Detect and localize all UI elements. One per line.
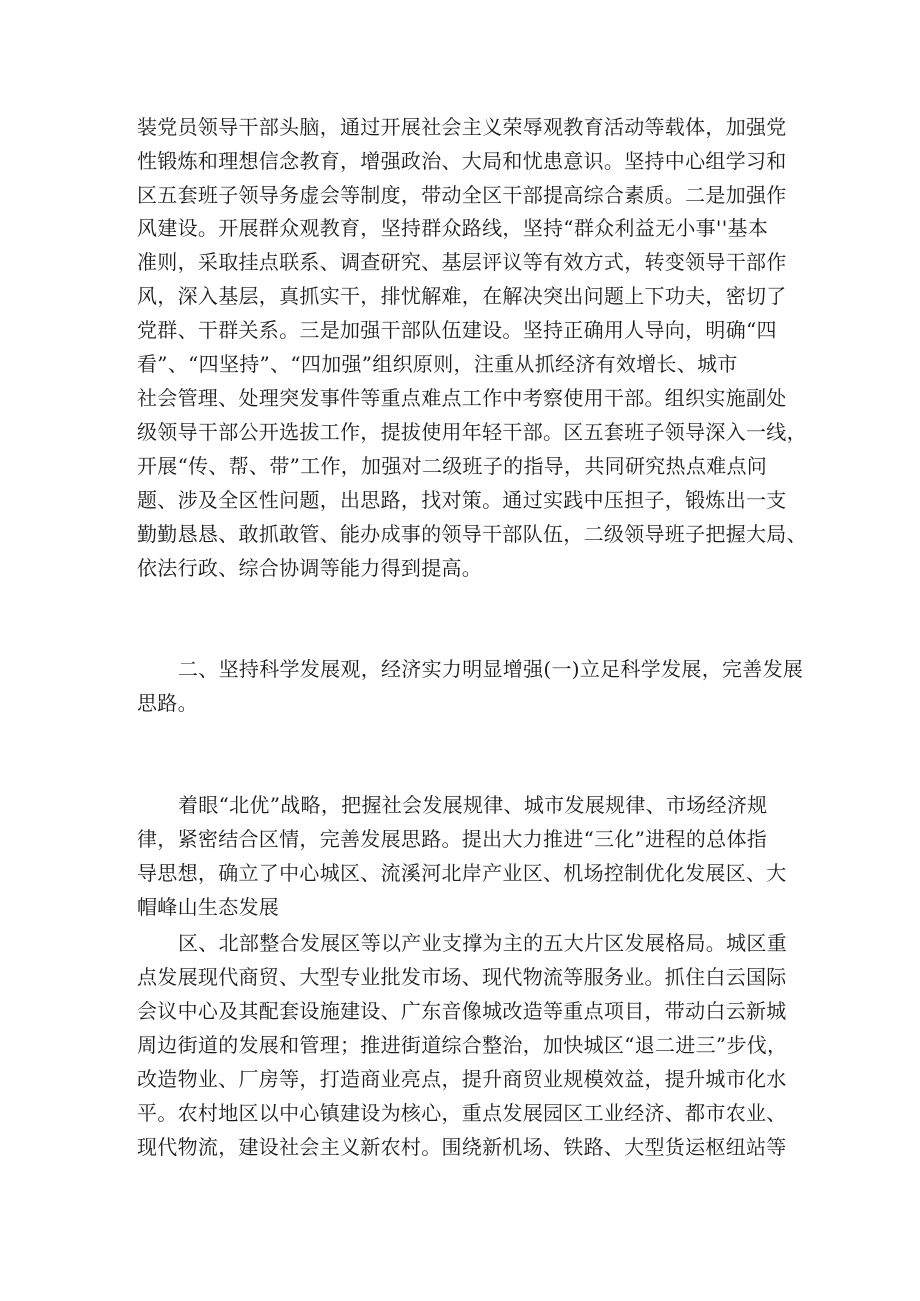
section-heading-line: 二、坚持科学发展观，经济实力明显增强(一)立足科学发展，完善发展 — [178, 657, 804, 681]
paragraph-1-line: 区五套班子领导务虚会等制度，带动全区干部提高综合素质。二是加强作 — [137, 183, 787, 207]
paragraph-1-line: 题、涉及全区性问题，出思路，找对策。通过实践中压担子，锻炼出一支 — [137, 488, 787, 512]
paragraph-1-line: 风建设。开展群众观教育，坚持群众路线，坚持“群众利益无小事''基本 — [137, 216, 769, 240]
paragraph-2-line: 导思想，确立了中心城区、流溪河北岸产业区、机场控制优化发展区、大 — [137, 861, 787, 885]
paragraph-1-line: 级领导干部公开选拔工作，提拔使用年轻干部。区五套班子领导深入一线， — [137, 420, 807, 444]
paragraph-3-line: 点发展现代商贸、大型专业批发市场、现代物流等服务业。抓住白云国际 — [137, 965, 787, 989]
paragraph-1-line: 看”、“四坚持”、“四加强”组织原则，注重从抓经济有效增长、城市 — [137, 352, 738, 376]
paragraph-1-line: 开展“传、帮、带”工作，加强对二级班子的指导，共同研究热点难点问 — [137, 454, 768, 478]
paragraph-3-line: 现代物流，建设社会主义新农村。围绕新机场、铁路、大型货运枢纽站等 — [137, 1135, 787, 1159]
paragraph-1-line: 党群、干群关系。三是加强干部队伍建设。坚持正确用人导向，明确“四 — [137, 318, 777, 342]
paragraph-2-line: 着眼“北优”战略，把握社会发展规律、城市发展规律、市场经济规 — [178, 793, 768, 817]
paragraph-2-line: 律，紧密结合区情，完善发展思路。提出大力推进“三化”进程的总体指 — [137, 827, 768, 851]
paragraph-3-line: 周边街道的发展和管理；推进街道综合整治，加快城区“退二进三”步伐， — [137, 1033, 788, 1057]
paragraph-1-line: 依法行政、综合协调等能力得到提高。 — [137, 556, 483, 580]
paragraph-1-line: 勤勤恳恳、敢抓敢管、能办成事的领导干部队伍，二级领导班子把握大局、 — [137, 522, 807, 546]
paragraph-1-line: 准则，采取挂点联系、调查研究、基层评议等有效方式，转变领导干部作 — [137, 250, 787, 274]
paragraph-1-line: 风，深入基层，真抓实干，排忧解难，在解决突出问题上下功夫，密切了 — [137, 284, 787, 308]
paragraph-3-line: 改造物业、厂房等，打造商业亮点，提升商贸业规模效益，提升城市化水 — [137, 1067, 787, 1091]
paragraph-2-line: 帽峰山生态发展 — [137, 895, 280, 919]
paragraph-3-line: 平。农村地区以中心镇建设为核心，重点发展园区工业经济、都市农业、 — [137, 1101, 787, 1125]
paragraph-1-line: 社会管理、处理突发事件等重点难点工作中考察使用干部。组织实施副处 — [137, 386, 787, 410]
paragraph-1-line: 装党员领导干部头脑，通过开展社会主义荣辱观教育活动等载体，加强党 — [137, 115, 787, 139]
paragraph-3-line: 会议中心及其配套设施建设、广东音像城改造等重点项目，带动白云新城 — [137, 999, 787, 1023]
paragraph-1-line: 性锻炼和理想信念教育，增强政治、大局和忧患意识。坚持中心组学习和 — [137, 149, 787, 173]
paragraph-3-line: 区、北部整合发展区等以产业支撑为主的五大片区发展格局。城区重 — [178, 931, 787, 955]
section-heading-line: 思路。 — [137, 691, 198, 715]
